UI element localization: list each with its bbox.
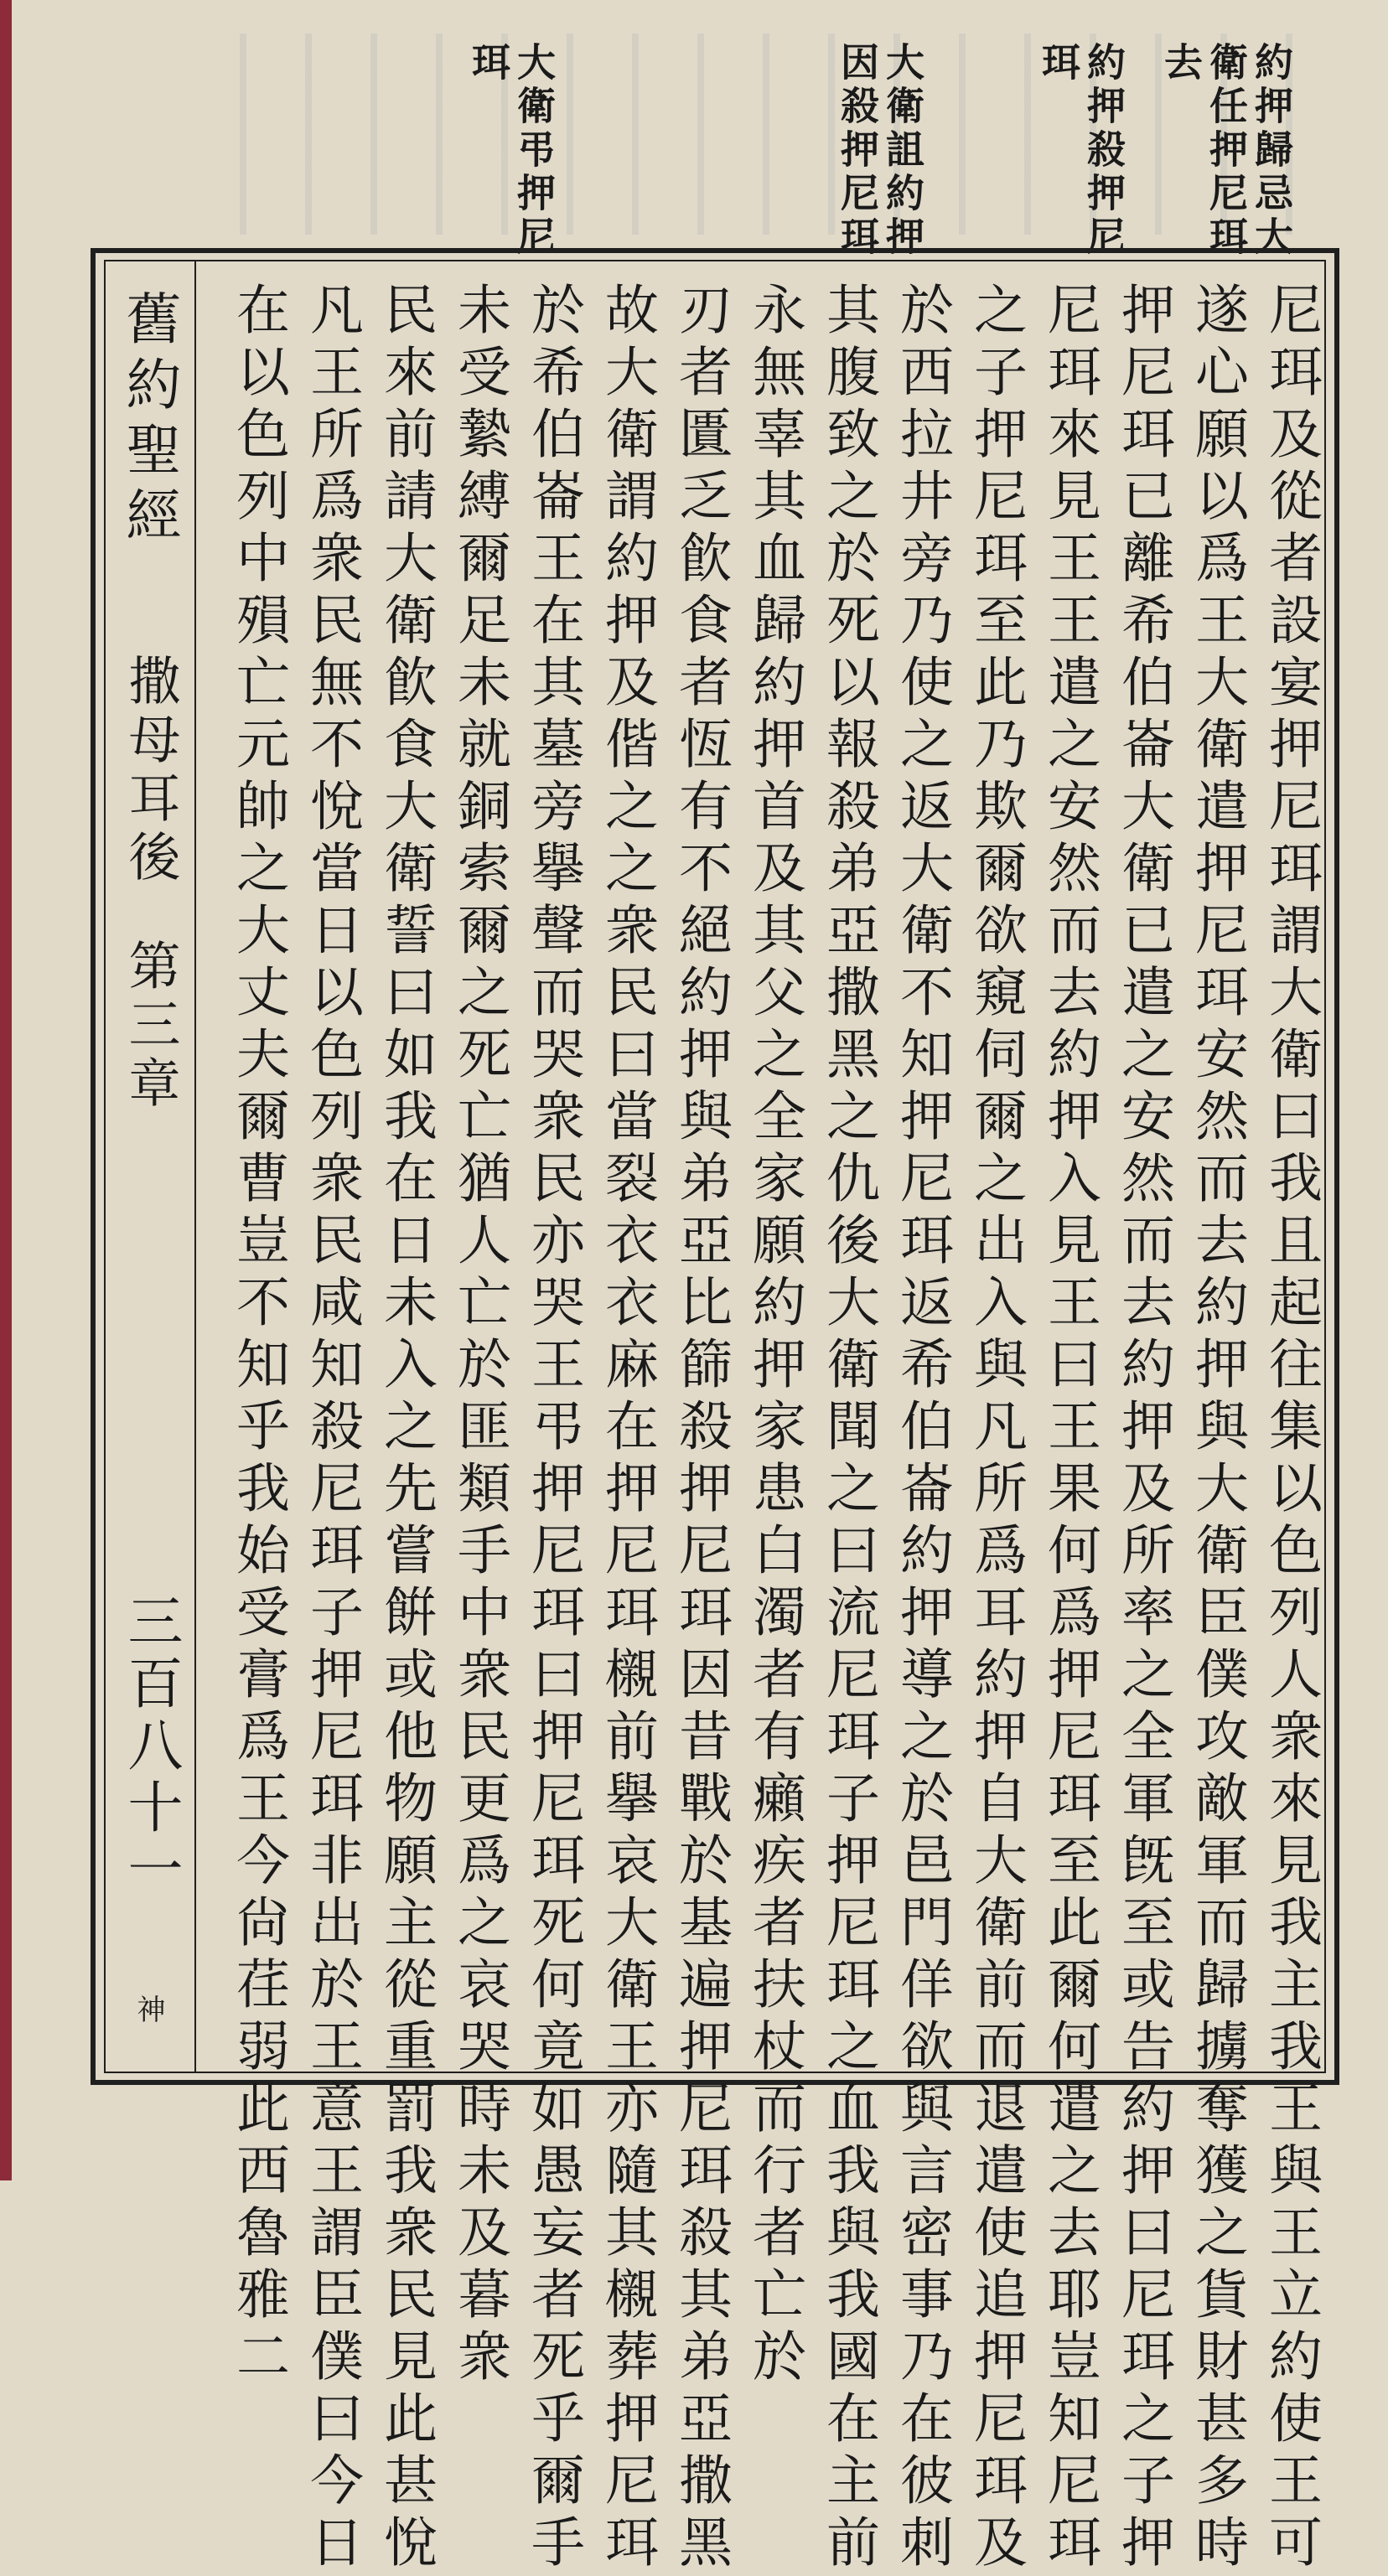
footer-mark: 神 (132, 1994, 165, 2023)
margin-note: 大衛弔押尼 (511, 42, 557, 260)
text-column: 在以色列中殞亡元帥之大丈夫爾曹豈不知乎我始受膏爲王今尙荏弱此西魯雅二 (227, 282, 289, 2390)
text-column: 尼珥及從者設宴押尼珥謂大衛曰我且起往集以色列人衆來見我主我王與王立約使王可 (1260, 282, 1322, 2576)
margin-note: 去 (1158, 42, 1204, 85)
margin-note: 珥 (466, 42, 511, 85)
text-column: 於希伯崙王在其墓旁擧聲而哭衆民亦哭王弔押尼珥曰押尼珥死何竟如愚妄者死乎爾手 (522, 282, 584, 2576)
margin-note: 因殺押尼珥 (835, 42, 880, 260)
text-column: 未受縶縛爾足未就銅索爾之死亡猶人亡於匪類手中衆民更爲之哀哭時未及暮衆 (448, 282, 510, 2390)
text-column: 凡王所爲衆民無不悅當日以色列衆民咸知殺尼珥子押尼珥非出於王意王謂臣僕曰今日 (301, 282, 363, 2576)
margin-note: 約押殺押尼 (1081, 42, 1126, 260)
text-column: 於西拉井旁乃使之返大衛不知押尼珥返希伯崙約押導之於邑門佯欲與言密事乃在彼刺 (891, 282, 953, 2576)
text-column: 刃者匱乏飮食者恆有不絕約押與弟亞比篩殺押尼珥因昔戰於基遍押尼珥殺其弟亞撒黑 (670, 282, 732, 2576)
margin-note: 珥 (1036, 42, 1081, 85)
text-column: 民來前請大衛飮食大衛誓曰如我在日未入之先嘗餠或他物願主從重罰我衆民見此甚悅 (375, 282, 437, 2576)
page-number: 三百八十一 (118, 1592, 183, 1902)
text-column: 故大衛謂約押及偕之之衆民曰當裂衣衣麻在押尼珥櫬前擧哀大衛王亦隨其櫬葬押尼珥 (596, 282, 658, 2576)
running-head: 舊約聖經 (117, 290, 181, 551)
margin-notes (453, 34, 1294, 260)
main-text (196, 277, 1326, 2576)
text-column: 押尼珥已離希伯崙大衛已遣之安然而去約押及所率之全軍旣至或告約押曰尼珥之子押 (1112, 282, 1174, 2576)
text-column: 遂心願以爲王大衛遣押尼珥安然而去約押與大衛臣僕攻敵軍而歸擄奪獲之貨財甚多時 (1186, 282, 1248, 2576)
text-column: 其腹致之於死以報殺弟亞撒黑之仇後大衛聞之曰流尼珥子押尼珥之血我與我國在主前 (817, 282, 879, 2576)
book-binding-edge (0, 0, 12, 2180)
margin-note: 大衛詛約押 (880, 42, 925, 260)
chapter-label: 第三章 (120, 939, 181, 1115)
margin-note: 衛任押尼珥 (1204, 42, 1249, 260)
book-title: 撒母耳後 (120, 654, 181, 888)
text-column: 之子押尼珥至此乃欺爾欲窺伺爾之出入與凡所爲耳約押自大衛前而退遣使追押尼珥及 (965, 282, 1027, 2576)
text-column: 尼珥來見王王遣之安然而去約押入見王曰王果何爲押尼珥至此爾何遣之去耶豈知尼珥 (1038, 282, 1101, 2576)
margin-note: 約押歸忌大 (1249, 42, 1294, 260)
text-column: 永無辜其血歸約押首及其父之全家願約押家患白濁者有癩疾者扶杖而行者亡於 (743, 282, 805, 2390)
